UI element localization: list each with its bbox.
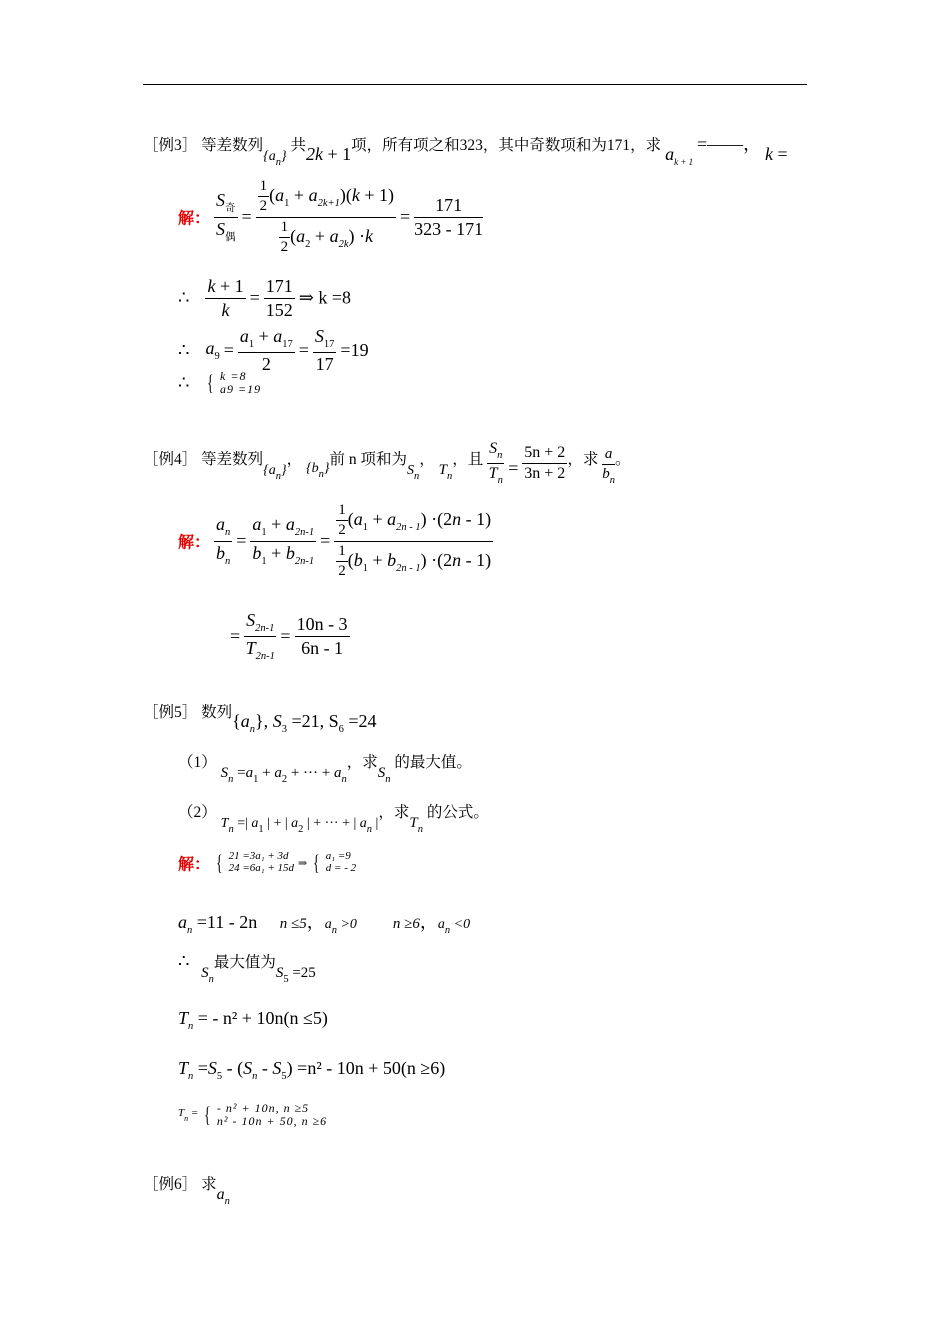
example-4-solution-line-1: 解： $\frac{a_n}{b_n}$ = $\frac{a_1 + a_{2n-1}}{b_1 + b_{2n-1}}$ = $\frac{1}{2}$ $(a_1 + a_{2n - 1}) \cdot(2n - 1)$ $\frac{1}{2}$ $(b_1 + b_{2n - 1}) \cdot(2n - 1)$ <box>178 502 492 579</box>
example-5-label: ［例5］ <box>143 704 198 721</box>
example-5-solution-line-2: $a_n =11 - 2n$ n ≤5，$a_n >0$ n ≥6，$a_n <0$ <box>178 912 471 936</box>
example-5-solution-line-5: $T_n =S_5 - (S_n - S_5) =n^2 - 10n + 50(n \ge 6)$ <box>178 1058 446 1082</box>
example-3-statement: ［例3］ 等差数列$\{a_n\}$ 共2k + 1项，所有项之和323，其中奇数项和为171，求 $a_{k + 1}$ =——， k = <box>143 134 788 168</box>
example-6-label: ［例6］ <box>143 1176 198 1193</box>
example-5-part-1: （1） $S_n =a_1 + a_2$ + ··· + $a_n$，求$S_n$ 的最大值。 <box>178 754 472 785</box>
header-rule <box>143 84 807 85</box>
example-5-solution-line-3: ∴ $S_n$最大值为$S_5 =25$ <box>178 951 316 985</box>
example-6-statement: ［例6］ 求$a_n$ <box>143 1176 230 1207</box>
example-5-solution-line-1: 解： { 21 =3a₁ + 3d 24 =6a₁ + 15d ⇒ { a₁ =9 d = - 2 <box>178 850 357 875</box>
example-5-solution-line-6: $T_n$ = { - n² + 10n, n ≥5 n² - 10n + 50, n ≥6 <box>178 1101 328 1128</box>
example-3-solution-line-3: ∴ $a_9$ = $\frac{a_1 + a_{17}}{2}$ = $\frac{S_{17}}{17}$ =19 <box>178 326 369 375</box>
example-3-solution-line-4: ∴ { k =8 a9 =19 <box>178 369 262 396</box>
example-5-part-2: （2） $T_n$ =| $a_1$ | + | $a_2$ | + ··· + | $a_n$ |，求$T_n$ 的公式。 <box>178 804 489 835</box>
example-3-solution-line-1: 解： $\frac{S_奇}{S_偶}$ = $\frac{1}{2}$ $(a_1 + a_{2k+1})(k + 1)$ $\frac{1}{2}$ $(a_2 + a_{2k}) \cdot k$ = $\frac{171}{323 - 171}$ <box>178 178 484 255</box>
example-4-statement: ［例4］ 等差数列$\{a_n\}$， $\{b_n\}$前 n 项和为$S_n$， $T_n$，且 $\frac{S_n}{T_n}$ = $\frac{5n + 2}{3n + 2}$ ，求 $\frac{a}{b_n}$ 。 <box>143 440 631 487</box>
example-3-solution-line-2: ∴ $\frac{k + 1}{k}$ = $\frac{171}{152}$ ⇒ k =8 <box>178 276 352 320</box>
example-3-label: ［例3］ <box>143 137 198 154</box>
example-5-solution-line-4: $T_n$ = - n² + 10n(n ≤5) <box>178 1008 328 1032</box>
example-5-statement: ［例5］ 数列$\{a_n\}$, $S_3 =21$, $S_6 =24$ <box>143 704 377 735</box>
example-4-label: ［例4］ <box>143 451 198 469</box>
example-4-solution-line-2: = $\frac{S_{2n-1}}{T_{2n-1}}$ = $\frac{10n - 3}{6n - 1}$ <box>230 610 348 663</box>
solution-label: 解： <box>178 210 211 228</box>
